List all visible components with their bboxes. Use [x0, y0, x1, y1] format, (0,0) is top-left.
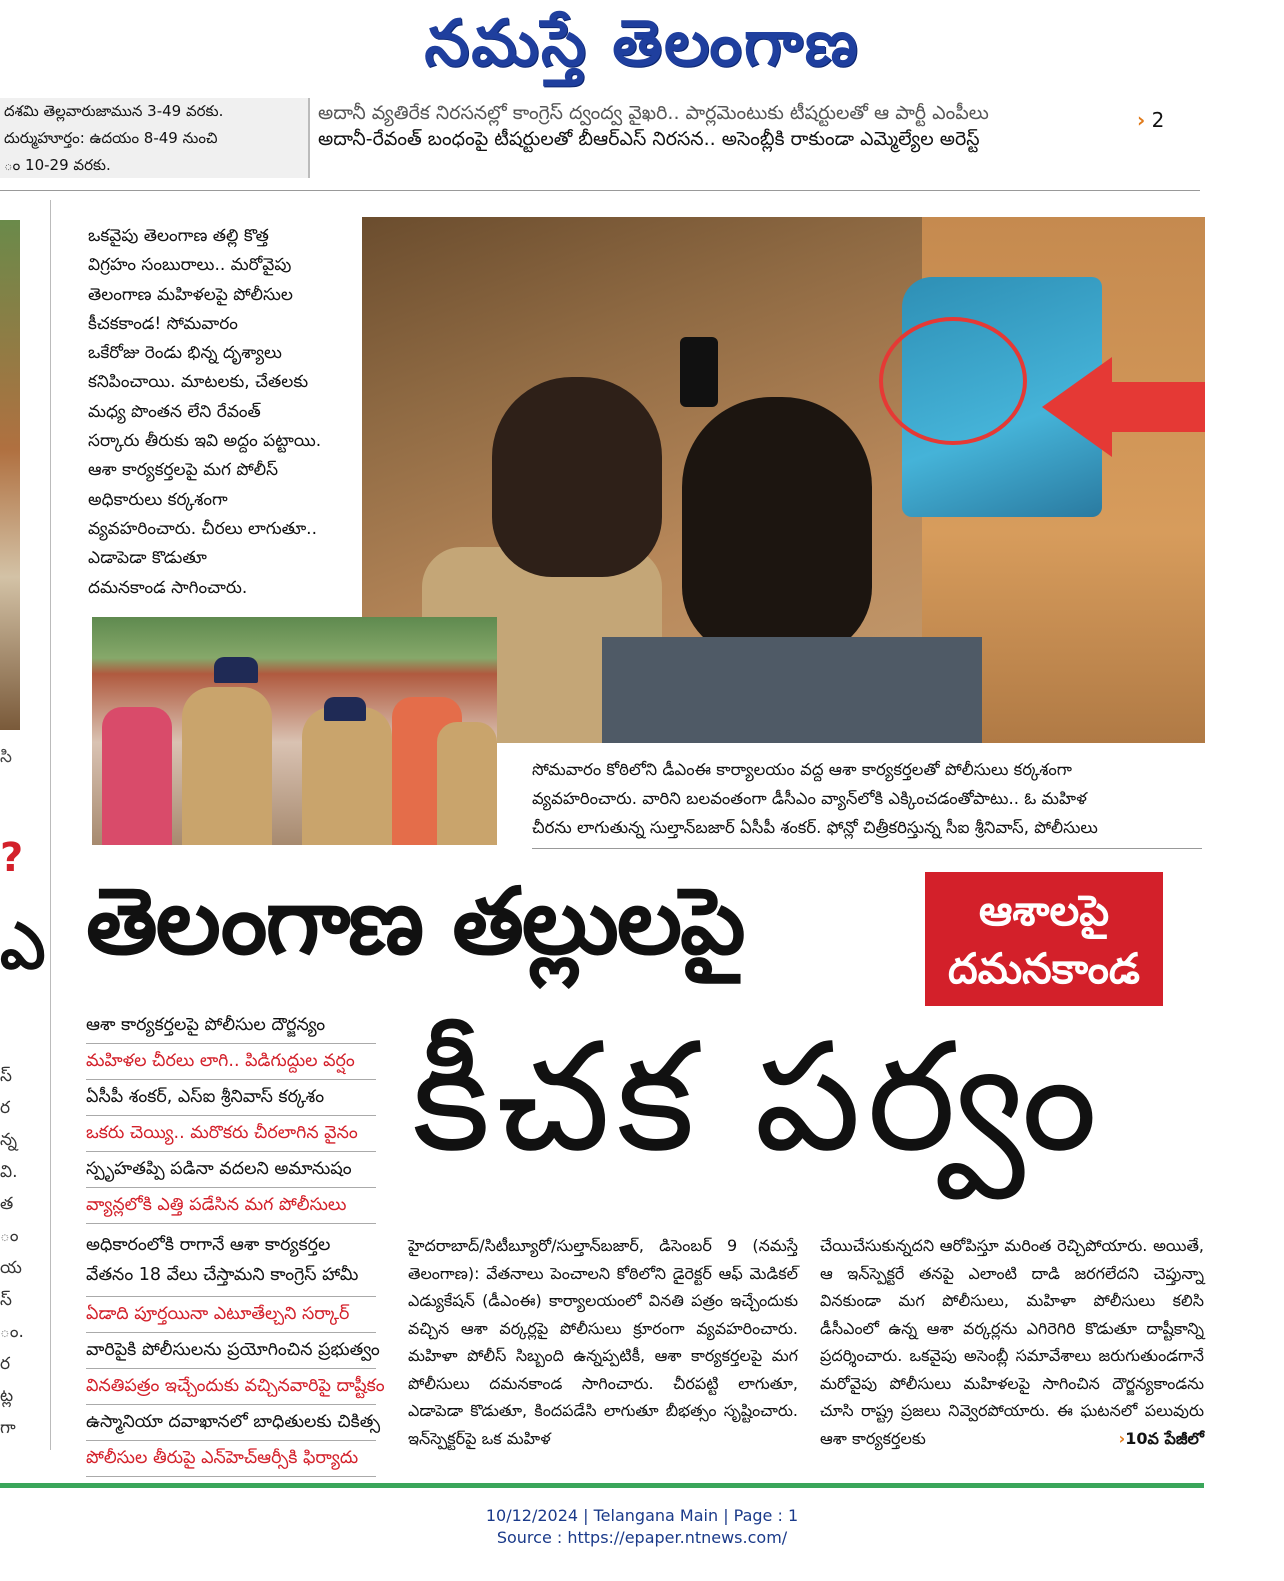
bullet-item: ఆశా కార్యకర్తలపై పోలీసుల దౌర్జన్యం [86, 1008, 376, 1044]
adjacent-question-mark: ? [0, 835, 24, 881]
highlight-circle-icon [879, 317, 1027, 445]
top-headline-1[interactable]: అదానీ వ్యతిరేక నిరసనల్లో కాంగ్రెస్ ద్వంద్వ వైఖరి.. పార్లమెంటుకు టీషర్టులతో ఆ పార్టీ ఎంపీలు [318, 102, 989, 124]
bullet-item: ఒకరు చెయ్యి.. మరొకరు చీరలాగిన వైనం [86, 1116, 376, 1152]
adjacent-text-fragments [0, 1060, 24, 1444]
phone-icon [680, 337, 718, 407]
chevron-right-icon: › [1137, 108, 1146, 132]
text-fragment: త [0, 1194, 14, 1214]
person-head [492, 377, 662, 577]
text-fragment: ట్ల [0, 1386, 14, 1406]
bullet-item-line: అధికారంలోకి రాగానే ఆశా కార్యకర్తల [86, 1235, 331, 1255]
divider [0, 190, 1200, 191]
chevron-right-icon: › [1118, 1428, 1126, 1448]
text-fragment: న్న [0, 1130, 17, 1150]
bullet-item: ఏడాది పూర్తయినా ఎటూతేల్చని సర్కార్ [86, 1297, 376, 1333]
footer-rule [0, 1483, 1204, 1488]
bullet-item: మహిళల చీరలు లాగి.. పిడిగుద్దుల వర్షం [86, 1044, 376, 1080]
panchangam-line: దుర్ముహూర్తం: ఉదయం 8-49 నుంచి [4, 129, 218, 147]
text-fragment: య [0, 1258, 22, 1278]
main-headline-line1[interactable]: తెలంగాణ తల్లులపై [86, 868, 744, 975]
lead-line: ఒకవైపు తెలంగాణ తల్లి కొత్త [88, 226, 269, 246]
bullet-item: వినతిపత్రం ఇచ్చేందుకు వచ్చినవారిపై దాష్టీకం [86, 1369, 376, 1405]
caption-line: సోమవారం కోఠిలోని డీఎంఈ కార్యాలయం వద్ద ఆశా కార్యకర్తలతో పోలీసులు కర్కశంగా [532, 760, 1072, 779]
newspaper-title: నమస్తే తెలంగాణ [424, 6, 860, 81]
photo-caption [532, 755, 1202, 842]
secondary-news-photo[interactable] [92, 617, 497, 845]
text-fragment: ం. [0, 1322, 24, 1342]
text-fragment: గా [0, 1418, 16, 1438]
police-officer [302, 707, 392, 845]
bullet-item: వ్యాన్లలోకి ఎత్తి పడేసిన మగ పోలీసులు [86, 1188, 376, 1224]
adjacent-headline-fragment: ఎ [0, 910, 46, 984]
text-fragment: స్ [0, 1066, 12, 1086]
epaper-footer [0, 1505, 1284, 1549]
article-body-column-1: హైదరాబాద్/సిటీబ్యూరో/సుల్తాన్‌బజార్, డిసెంబర్ 9 (నమస్తే తెలంగాణ): వేతనాలు పెంచాలని కోఠిలోని డైరెక్టర్ ఆఫ్ మెడికల్ ఎడ్యుకేషన్ (డీఎంఈ) కార్యాలయంలో వినతి పత్రం ఇచ్చేందుకు వచ్చిన ఆశా వర్కర్లపై పోలీసులు క్రూరంగా వ్యవహరించారు. మహిళా పోలీస్ సిబ్బంది ఉన్నప్పటికీ, ఆశా కార్యకర్తలపై మగ పోలీసులు దమనకాండ సాగించారు. చీరపట్టి లాగుతూ, ఎడాపెడా కొడుతూ, కిందపడేసి లాగుతూ బీభత్సం సృష్టించారు. ఇన్‌స్పెక్టర్‌పై ఒక మహిళ [408, 1236, 798, 1448]
kicker-line: ఆశాలపై [978, 886, 1110, 935]
footer-date-page: 10/12/2024 | Telangana Main | Page : 1 [485, 1506, 799, 1525]
page-reference-number: 2 [1151, 108, 1165, 132]
police-cap-icon [214, 657, 258, 683]
red-arrow-icon [1042, 357, 1112, 457]
protester [102, 707, 172, 845]
caption-line: చీరను లాగుతున్న సుల్తాన్‌బజార్ ఏసీపీ శంకర్. ఫోన్లో చిత్రీకరిస్తున్న సీఐ శ్రీనివాస్, పోలీసులు [532, 818, 1098, 837]
footer-source-link[interactable]: Source : https://epaper.ntnews.com/ [496, 1528, 788, 1547]
adjacent-photo-cropped [0, 220, 20, 730]
bullet-item: స్పృహతప్పి పడినా వదలని అమానుషం [86, 1152, 376, 1188]
lead-line: ఒకేరోజు రెండు భిన్న దృశ్యాలు [88, 343, 282, 364]
page-reference[interactable] [1137, 108, 1164, 132]
bullet-item-line: వేతనం 18 వేలు చేస్తామని కాంగ్రెస్ హామీ [86, 1265, 359, 1285]
text-fragment: ర [0, 1354, 11, 1374]
lead-line: కీచకకాండ! సోమవారం [88, 313, 238, 334]
lead-line: ఆశా కార్యకర్తలపై మగ పోలీస్ [88, 460, 279, 481]
lead-line: వ్యవహరించారు. చీరలు లాగుతూ.. [88, 518, 317, 539]
bullet-item: పోలీసుల తీరుపై ఎన్‌హెచ్ఆర్సీకి ఫిర్యాదు [86, 1441, 376, 1477]
continued-label: 10వ పేజీలో [1125, 1428, 1204, 1448]
masthead [0, 0, 1284, 100]
bullet-item: వారిపైకి పోలీసులను ప్రయోగించిన ప్రభుత్వం [86, 1333, 376, 1369]
bullet-item: ఏసీపీ శంకర్, ఎస్ఐ శ్రీనివాస్ కర్కశం [86, 1080, 376, 1116]
lead-line: అధికారులు కర్కశంగా [88, 489, 228, 510]
lead-line: దమనకాండ సాగించారు. [88, 577, 248, 598]
adjacent-text: సి [0, 747, 12, 767]
divider [532, 848, 1202, 849]
text-fragment: వి. [0, 1162, 18, 1182]
red-kicker-box [925, 872, 1163, 1006]
top-headline-2[interactable]: అదానీ-రేవంత్ బంధంపై టీషర్టులతో బీఆర్ఎస్ నిరసన.. అసెంబ్లీకి రాకుండా ఎమ్మెల్యేల అరెస్ట్ [318, 128, 980, 150]
text-fragment: ం [0, 1226, 19, 1246]
lead-line: మధ్య పొంతన లేని రేవంత్ [88, 401, 261, 422]
person-shirt [602, 637, 982, 743]
panchangam-strip [0, 98, 310, 178]
panchangam-line: ం 10-29 వరకు. [4, 156, 111, 174]
lead-line: కనిపించాయి. మాటలకు, చేతలకు [88, 372, 309, 393]
panchangam-line: దశమి తెల్లవారుజామున 3-49 వరకు. [4, 102, 224, 120]
lead-line: తెలంగాణ మహిళలపై పోలీసుల [88, 284, 293, 305]
police-officer [182, 687, 272, 845]
column-divider [50, 200, 51, 1450]
lead-line: సర్కారు తీరుకు ఇవి అద్దం పట్టాయి. [88, 431, 322, 452]
text-fragment: స్ [0, 1290, 12, 1310]
lead-paragraph [88, 222, 348, 603]
text-fragment: ర [0, 1098, 11, 1118]
bullet-points [86, 1008, 385, 1477]
main-headline-line2[interactable]: కీచక పర్వం [412, 1011, 1104, 1185]
caption-line: వ్యవహరించారు. వారిని బలవంతంగా డీసీఎం వ్యాన్‌లోకి ఎక్కించడంతోపాటు.. ఓ మహిళ [532, 789, 1087, 808]
kicker-line: దమనకాండ [948, 944, 1140, 993]
continued-link[interactable] [1119, 1425, 1204, 1453]
article-body-column-2 [820, 1232, 1204, 1452]
bullet-item: ఉస్మానియా దవాఖానలో బాధితులకు చికిత్స [86, 1405, 376, 1441]
article-body-text: చేయిచేసుకున్నదని ఆరోపిస్తూ మరింత రెచ్చిపోయారు. అయితే, ఆ ఇన్‌స్పెక్టరే తనపై ఎలాంటి దాడి జరగలేదని చెప్తున్నా వినకుండా మగ పోలీసులు, మహిళా పోలీసులు కలిసి డీసీఎంలో ఉన్న ఆశా వర్కర్లను ఎగిరెగిరి కొడుతూ దాష్టీకాన్ని ప్రదర్శించారు. ఒకవైపు అసెంబ్లీ సమావేశాలు జరుగుతుండగానే మరోవైపు పోలీసులు మహిళలపై సాగించిన దౌర్జన్యకాండను చూసి రాష్ట్ర ప్రజలు నివ్వెరపోయారు. ఈ ఘటనలో పలువురు ఆశా కార్యకర్తలకు [820, 1236, 1204, 1448]
bullet-item [86, 1224, 376, 1297]
police-cap-icon [324, 697, 366, 721]
top-headlines [318, 96, 1138, 170]
police-officer [437, 722, 497, 845]
person-head [682, 397, 872, 657]
lead-line: ఎడాపెడా కొడుతూ [88, 548, 207, 569]
lead-line: విగ్రహం సంబురాలు.. మరోవైపు [88, 255, 292, 276]
red-arrow-tail [1110, 382, 1205, 432]
